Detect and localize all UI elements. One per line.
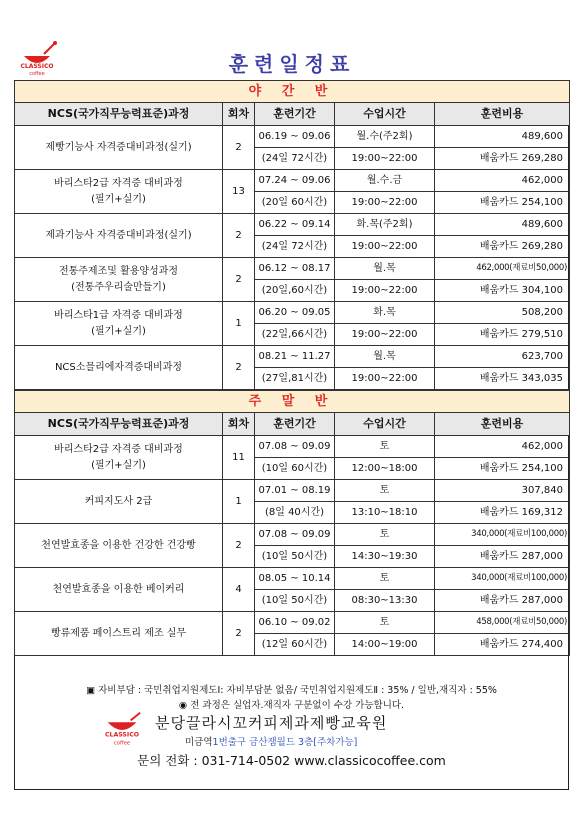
- class-days: 토: [335, 524, 435, 546]
- card-fee: 배움카드 254,100: [435, 458, 570, 480]
- header-course: NCS(국가직무능력표준)과정: [15, 413, 223, 436]
- session-count: 1: [223, 480, 255, 524]
- class-time: 19:00~22:00: [335, 148, 435, 170]
- training-hours: (22일,66시간): [255, 324, 335, 346]
- table-row: [15, 612, 570, 634]
- course-name: 제과기능사 자격증대비과정(실기): [15, 214, 223, 258]
- svg-text:CLASSICO: CLASSICO: [104, 731, 140, 739]
- class-days: 토: [335, 568, 435, 590]
- training-hours: (10일 60시간): [255, 458, 335, 480]
- training-fee: 462,000: [435, 436, 570, 458]
- class-time: 14:30~19:30: [335, 546, 435, 568]
- course-name: 커피지도사 2급: [15, 480, 223, 524]
- header-class-time: 수업시간: [335, 103, 435, 126]
- night-banner: 야 간 반: [15, 81, 570, 103]
- card-fee: 배움카드 169,312: [435, 502, 570, 524]
- training-fee: 489,600: [435, 126, 570, 148]
- training-hours: (10일 50시간): [255, 590, 335, 612]
- class-days: 화.목: [335, 302, 435, 324]
- table-row: [15, 126, 570, 148]
- table-row: [15, 214, 570, 236]
- training-fee: 462,000: [435, 170, 570, 192]
- class-time: 19:00~22:00: [335, 280, 435, 302]
- session-count: 2: [223, 612, 255, 656]
- svg-text:coffee: coffee: [29, 71, 45, 77]
- card-fee: 배움카드 269,280: [435, 236, 570, 258]
- card-fee: 배움카드 274,400: [435, 634, 570, 656]
- card-fee: 배움카드 287,000: [435, 590, 570, 612]
- class-time: 19:00~22:00: [335, 324, 435, 346]
- class-time: 19:00~22:00: [335, 192, 435, 214]
- session-count: 2: [223, 346, 255, 390]
- address-building: 금산잼월드 3층[주차가능]: [249, 737, 358, 748]
- academy-name: 분당끌라시꼬커피제과제빵교육원: [155, 714, 388, 732]
- table-row: [15, 170, 570, 192]
- session-count: 11: [223, 436, 255, 480]
- training-fee: 458,000(재료비50,000): [435, 612, 570, 634]
- table-row: [15, 524, 570, 546]
- training-period: 07.01 ~ 08.19: [255, 480, 335, 502]
- training-period: 06.20 ~ 09.05: [255, 302, 335, 324]
- training-period: 06.19 ~ 09.06: [255, 126, 335, 148]
- table-row: [15, 258, 570, 280]
- course-name: 바리스타1급 자격증 대비과정 (필기+실기): [15, 302, 223, 346]
- class-time: 13:10~18:10: [335, 502, 435, 524]
- contact-info: 문의 전화 : 031-714-0502 www.classicocoffee.com: [137, 753, 446, 768]
- class-time: 19:00~22:00: [335, 236, 435, 258]
- class-days: 월.목: [335, 258, 435, 280]
- course-name: 전통주제조및 활용양성과정 (전통주우리술만들기): [15, 258, 223, 302]
- weekend-schedule-table: [14, 390, 570, 656]
- header-fee: 훈련비용: [435, 413, 570, 436]
- card-fee: 배움카드 304,100: [435, 280, 570, 302]
- card-fee: 배움카드 254,100: [435, 192, 570, 214]
- course-name: 제빵기능사 자격증대비과정(실기): [15, 126, 223, 170]
- table-row: [15, 568, 570, 590]
- training-hours: (24일 72시간): [255, 236, 335, 258]
- class-days: 화.목(주2회): [335, 214, 435, 236]
- training-hours: (20일 60시간): [255, 192, 335, 214]
- class-time: 08:30~13:30: [335, 590, 435, 612]
- address-exit: 1번출구: [212, 737, 247, 748]
- course-name: 천연발효종을 이용한 건강한 건강빵: [15, 524, 223, 568]
- training-hours: (10일 50시간): [255, 546, 335, 568]
- session-count: 2: [223, 214, 255, 258]
- session-count: 2: [223, 524, 255, 568]
- session-count: 1: [223, 302, 255, 346]
- class-time: 19:00~22:00: [335, 368, 435, 390]
- training-period: 06.12 ~ 08.17: [255, 258, 335, 280]
- training-fee: 340,000(재료비100,000): [435, 568, 570, 590]
- card-fee: 배움카드 287,000: [435, 546, 570, 568]
- training-period: 07.08 ~ 09.09: [255, 524, 335, 546]
- training-period: 08.05 ~ 10.14: [255, 568, 335, 590]
- page-title: 훈련일정표: [228, 52, 356, 76]
- class-days: 월.수.금: [335, 170, 435, 192]
- course-name: NCS소믈리에자격증대비과정: [15, 346, 223, 390]
- course-name: 빵류제품 페이스트리 제조 실무: [15, 612, 223, 656]
- session-count: 13: [223, 170, 255, 214]
- address-station: 미금역: [185, 737, 213, 748]
- session-count: 2: [223, 258, 255, 302]
- training-hours: (20일,60시간): [255, 280, 335, 302]
- class-days: 토: [335, 480, 435, 502]
- course-name: 천연발효종을 이용한 베이커리: [15, 568, 223, 612]
- eligibility-note: ◉ 전 과정은 실업자.재직자 구분없이 수강 가능합니다.: [178, 700, 405, 711]
- training-period: 07.08 ~ 09.09: [255, 436, 335, 458]
- training-hours: (27일,81시간): [255, 368, 335, 390]
- header-course: NCS(국가직무능력표준)과정: [15, 103, 223, 126]
- night-schedule-table: [14, 80, 570, 390]
- table-row: [15, 302, 570, 324]
- header-sessions: 회차: [223, 413, 255, 436]
- card-fee: 배움카드 279,510: [435, 324, 570, 346]
- header-period: 훈련기간: [255, 103, 335, 126]
- table-row: [15, 346, 570, 368]
- svg-text:coffee: coffee: [113, 740, 131, 747]
- table-row: [15, 480, 570, 502]
- class-days: 토: [335, 612, 435, 634]
- training-fee: 508,200: [435, 302, 570, 324]
- fee-note: ▣ 자비부담 : 국민취업지원제도Ⅰ: 자비부담분 없음/ 국민취업지원제도Ⅱ : 35% / 일반,재직자 : 55%: [86, 685, 497, 696]
- header-class-time: 수업시간: [335, 413, 435, 436]
- class-time: 12:00~18:00: [335, 458, 435, 480]
- table-row: [15, 436, 570, 458]
- weekend-banner: 주 말 반: [15, 391, 570, 413]
- training-hours: (8일 40시간): [255, 502, 335, 524]
- class-days: 토: [335, 436, 435, 458]
- course-name: 바리스타2급 자격증 대비과정 (필기+실기): [15, 436, 223, 480]
- svg-text:CLASSICO: CLASSICO: [20, 63, 54, 70]
- header-fee: 훈련비용: [435, 103, 570, 126]
- training-fee: 307,840: [435, 480, 570, 502]
- session-count: 2: [223, 126, 255, 170]
- class-days: 월.목: [335, 346, 435, 368]
- training-period: 07.24 ~ 09.06: [255, 170, 335, 192]
- training-fee: 462,000(재료비50,000): [435, 258, 570, 280]
- training-period: 08.21 ~ 11.27: [255, 346, 335, 368]
- session-count: 4: [223, 568, 255, 612]
- header-sessions: 회차: [223, 103, 255, 126]
- training-fee: 340,000(재료비100,000): [435, 524, 570, 546]
- card-fee: 배움카드 269,280: [435, 148, 570, 170]
- card-fee: 배움카드 343,035: [435, 368, 570, 390]
- training-fee: 623,700: [435, 346, 570, 368]
- class-time: 14:00~19:00: [335, 634, 435, 656]
- training-period: 06.10 ~ 09.02: [255, 612, 335, 634]
- header-period: 훈련기간: [255, 413, 335, 436]
- training-period: 06.22 ~ 09.14: [255, 214, 335, 236]
- class-days: 월.수(주2회): [335, 126, 435, 148]
- course-name: 바리스타2급 자격증 대비과정 (필기+실기): [15, 170, 223, 214]
- address: [185, 734, 357, 748]
- classico-logo: [100, 710, 144, 748]
- training-hours: (12일 60시간): [255, 634, 335, 656]
- training-hours: (24일 72시간): [255, 148, 335, 170]
- training-fee: 489,600: [435, 214, 570, 236]
